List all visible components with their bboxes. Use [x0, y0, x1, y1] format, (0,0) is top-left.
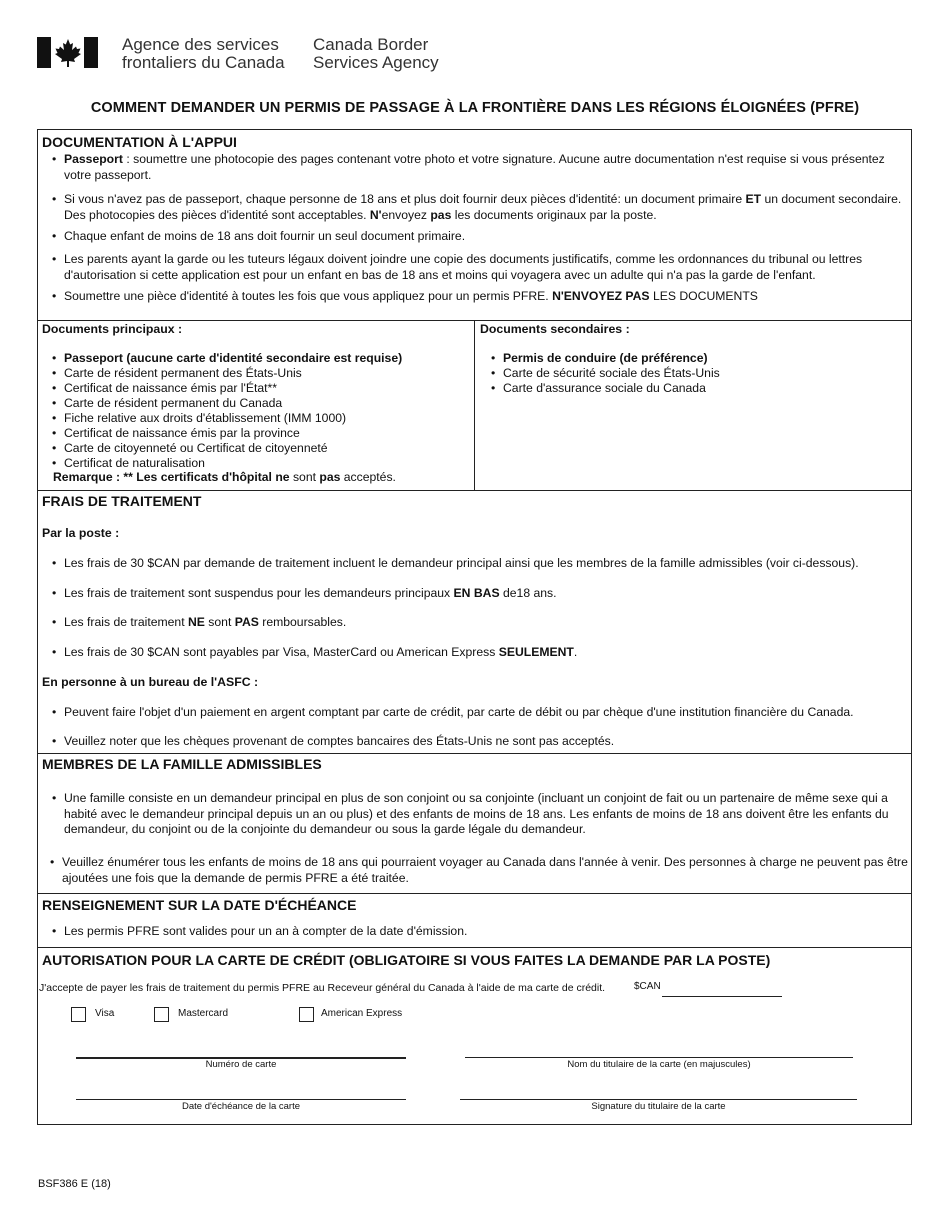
list-item: • Les frais de 30 $CAN par demande de traitement incluent le demandeur principal ainsi que les membres de la famille admissibles (voir ci-dessous). — [64, 556, 906, 572]
list-item: • Carte de résident permanent des États-Unis — [52, 366, 402, 381]
list-item: • Permis de conduire (de préférence) — [491, 351, 720, 366]
section-title-fees: FRAIS DE TRAITEMENT — [42, 493, 202, 509]
consent-text: J'accepte de payer les frais de traitement du permis PFRE au Receveur général du Canada à l'aide de ma carte de crédit. — [39, 982, 606, 994]
divider — [37, 947, 912, 948]
list-item: • Les frais de traitement NE sont PAS remboursables. — [64, 615, 906, 631]
section-title-documentation: DOCUMENTATION À L'APPUI — [42, 134, 237, 150]
american-express-checkbox[interactable] — [299, 1007, 314, 1022]
section-title-family: MEMBRES DE LA FAMILLE ADMISSIBLES — [42, 756, 322, 772]
fees-person-title: En personne à un bureau de l'ASFC : — [42, 675, 259, 689]
visa-label: Visa — [95, 1008, 115, 1019]
holder-name-label: Nom du titulaire de la carte (en majuscules) — [567, 1059, 751, 1070]
agency-name-fr: Agence des services frontaliers du Canada — [122, 35, 285, 72]
column-divider — [474, 320, 475, 490]
primary-docs-list — [52, 351, 402, 471]
primary-docs-title: Documents principaux : — [42, 322, 183, 336]
maple-leaf-icon — [54, 38, 82, 68]
card-expiry-field[interactable] — [76, 1099, 406, 1100]
list-item: • Soumettre une pièce d'identité à toutes les fois que vous appliquez pour un permis PFRE. N'ENVOYEZ PAS LES DOCUMENTS — [64, 289, 906, 305]
divider — [37, 490, 912, 491]
secondary-docs-title: Documents secondaires : — [480, 322, 630, 336]
list-item: • Carte de citoyenneté ou Certificat de citoyenneté — [52, 441, 402, 456]
signature-label: Signature du titulaire de la carte — [591, 1101, 726, 1112]
list-item: • Les frais de traitement sont suspendus pour les demandeurs principaux EN BAS de18 ans. — [64, 586, 906, 602]
list-item: • Veuillez noter que les chèques provenant de comptes bancaires des États-Unis ne sont pas acceptés. — [64, 734, 906, 750]
page-title: COMMENT DEMANDER UN PERMIS DE PASSAGE À LA FRONTIÈRE DANS LES RÉGIONS ÉLOIGNÉES (PFRE) — [90, 100, 860, 116]
list-item: • Les permis PFRE sont valides pour un an à compter de la date d'émission. — [64, 924, 906, 940]
list-item: • Carte de résident permanent du Canada — [52, 396, 402, 411]
american-express-label: American Express — [321, 1008, 403, 1019]
signature-field[interactable] — [460, 1099, 857, 1100]
divider — [37, 753, 912, 754]
section-title-expiry: RENSEIGNEMENT SUR LA DATE D'ÉCHÉANCE — [42, 897, 357, 913]
currency-label: $CAN — [634, 981, 661, 992]
primary-docs-note: Remarque : ** Les certificats d'hôpital ne sont pas acceptés. — [53, 470, 396, 484]
list-item: • Carte d'assurance sociale du Canada — [491, 381, 720, 396]
list-item: • Les parents ayant la garde ou les tuteurs légaux doivent joindre une copie des documents justificatifs, comme les ordonnances du tribunal ou lettres d'autorisation si cette application est pour un enfant en bas de 18 ans et moins qui voyagera avec un adulte qui n'a pas la garde de l'enfant. — [64, 252, 906, 283]
amount-field[interactable] — [662, 982, 782, 997]
list-item: • Passeport : soumettre une photocopie des pages contenant votre photo et votre signature. Aucune autre documentation n'est requise si vous présentez votre passeport. — [64, 152, 906, 183]
divider — [37, 893, 912, 894]
list-item: • Carte de sécurité sociale des États-Unis — [491, 366, 720, 381]
list-item: • Les frais de 30 $CAN sont payables par Visa, MasterCard ou American Express SEULEMENT. — [64, 645, 906, 661]
mastercard-label: Mastercard — [178, 1008, 229, 1019]
agency-name-en: Canada Border Services Agency — [313, 35, 439, 72]
form-code: BSF386 E (18) — [38, 1178, 111, 1190]
card-number-label: Numéro de carte — [205, 1059, 277, 1070]
list-item: • Si vous n'avez pas de passeport, chaque personne de 18 ans et plus doit fournir deux pièces d'identité: un document primaire ET un document secondaire. Des photocopies des pièces d'identité sont acceptables. N'envoyez pas les documents originaux par la poste. — [64, 192, 906, 223]
fees-mail-title: Par la poste : — [42, 526, 120, 540]
section-title-credit-card: AUTORISATION POUR LA CARTE DE CRÉDIT (OBLIGATOIRE SI VOUS FAITES LA DEMANDE PAR LA POSTE) — [42, 952, 771, 968]
list-item: • Une famille consiste en un demandeur principal en plus de son conjoint ou sa conjointe (incluant un conjoint de fait ou un partenaire de même sexe qui a habité avec le demandeur principal depuis un an ou plus) et des enfants de moins de 18 ans. Les enfants de moins de 18 ans doivent être les enfants du demandeur, du conjoint ou de la conjointe du demandeur ou sous la garde légale du demandeur. — [64, 791, 908, 838]
holder-name-field[interactable] — [465, 1057, 853, 1058]
list-item: • Peuvent faire l'objet d'un paiement en argent comptant par carte de crédit, par carte de débit ou par chèque d'une institution financière du Canada. — [64, 705, 906, 721]
list-item: • Certificat de naturalisation — [52, 456, 402, 471]
list-item: • Passeport (aucune carte d'identité secondaire est requise) — [52, 351, 402, 366]
list-item: • Certificat de naissance émis par l'État** — [52, 381, 402, 396]
list-item: • Certificat de naissance émis par la province — [52, 426, 402, 441]
card-expiry-label: Date d'échéance de la carte — [181, 1101, 300, 1112]
list-item: • Chaque enfant de moins de 18 ans doit fournir un seul document primaire. — [64, 229, 906, 245]
list-item: • Veuillez énumérer tous les enfants de moins de 18 ans qui pourraient voyager au Canada dans l'année à venir. Des personnes à charge ne peuvent pas être ajoutées une fois que la demande de permis PFRE a été traitée. — [62, 855, 908, 886]
secondary-docs-list — [491, 351, 720, 396]
list-item: • Fiche relative aux droits d'établissement (IMM 1000) — [52, 411, 402, 426]
visa-checkbox[interactable] — [71, 1007, 86, 1022]
mastercard-checkbox[interactable] — [154, 1007, 169, 1022]
